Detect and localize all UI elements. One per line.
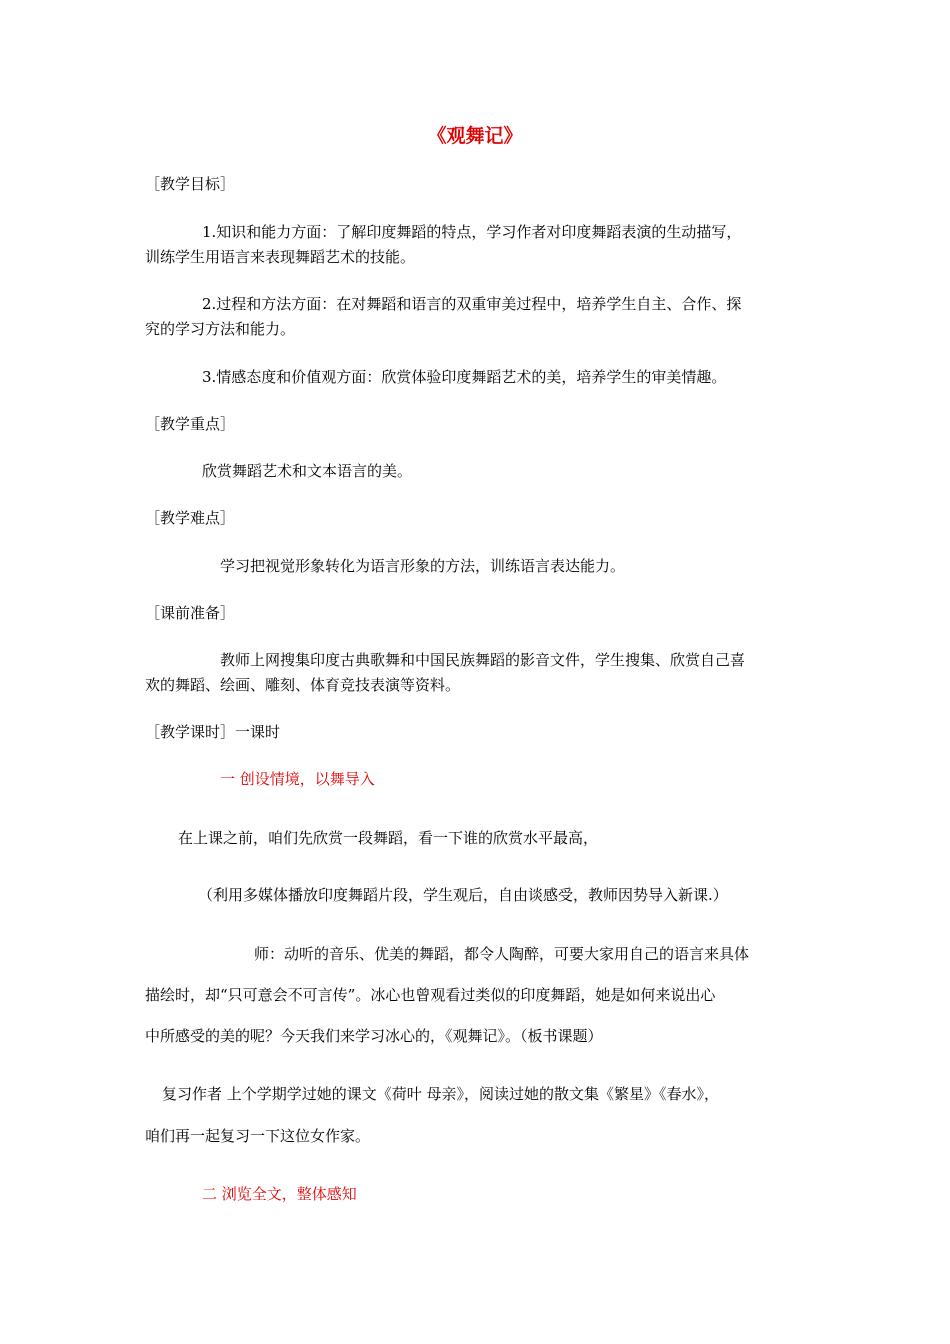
- teacher-line-1: 师：动听的音乐、优美的舞蹈，都令人陶醉，可要大家用自己的语言来具体: [254, 945, 750, 963]
- objective-1-line-1: 1.知识和能力方面：了解印度舞蹈的特点，学习作者对印度舞蹈表演的生动描写，: [202, 223, 742, 241]
- review-line-2: 咱们再一起复习一下这位女作家。: [145, 1127, 371, 1145]
- intro-text: 在上课之前，咱们先欣赏一段舞蹈，看一下谁的欣赏水平最高，: [178, 829, 599, 847]
- objective-3: 3.情感态度和价值观方面：欣赏体验印度舞蹈艺术的美，培养学生的审美情趣。: [202, 368, 727, 386]
- objective-1-line-2: 训练学生用语言来表现舞蹈艺术的技能。: [145, 248, 416, 266]
- difficulty-heading: ［教学难点］: [145, 509, 236, 527]
- objective-2-line-1: 2.过程和方法方面：在对舞蹈和语言的双重审美过程中，培养学生自主、合作、探: [202, 295, 742, 313]
- difficulty-text: 学习把视觉形象转化为语言形象的方法，训练语言表达能力。: [220, 557, 626, 575]
- preparation-line-2: 欢的舞蹈、绘画、雕刻、体育竞技表演等资料。: [145, 676, 461, 694]
- objectives-heading: ［教学目标］: [145, 175, 236, 193]
- key-points-text: 欣赏舞蹈艺术和文本语言的美。: [202, 462, 413, 480]
- preparation-heading: ［课前准备］: [145, 604, 236, 622]
- media-note: （利用多媒体播放印度舞蹈片段，学生观后，自由谈感受，教师因势导入新课.）: [198, 886, 728, 904]
- teacher-line-2: 描绘时，却“只可意会不可言传”。冰心也曾观看过类似的印度舞蹈，她是如何来说出心: [145, 986, 716, 1004]
- teacher-line-3: 中所感受的美的呢？今天我们来学习冰心的，《观舞记》。（板书课题）: [145, 1027, 603, 1045]
- preparation-line-1: 教师上网搜集印度古典歌舞和中国民族舞蹈的影音文件，学生搜集、欣赏自己喜: [220, 651, 746, 669]
- key-points-heading: ［教学重点］: [145, 415, 236, 433]
- review-line-1: 复习作者 上个学期学过她的课文《荷叶 母亲》，阅读过她的散文集《繁星》《春水》，: [162, 1085, 720, 1103]
- class-hours: ［教学课时］一课时: [145, 723, 281, 741]
- document-title: 《观舞记》: [427, 125, 523, 147]
- section-2-heading: 二 浏览全文，整体感知: [202, 1185, 357, 1203]
- section-1-heading: 一 创设情境，以舞导入: [220, 770, 375, 788]
- objective-2-line-2: 究的学习方法和能力。: [145, 320, 296, 338]
